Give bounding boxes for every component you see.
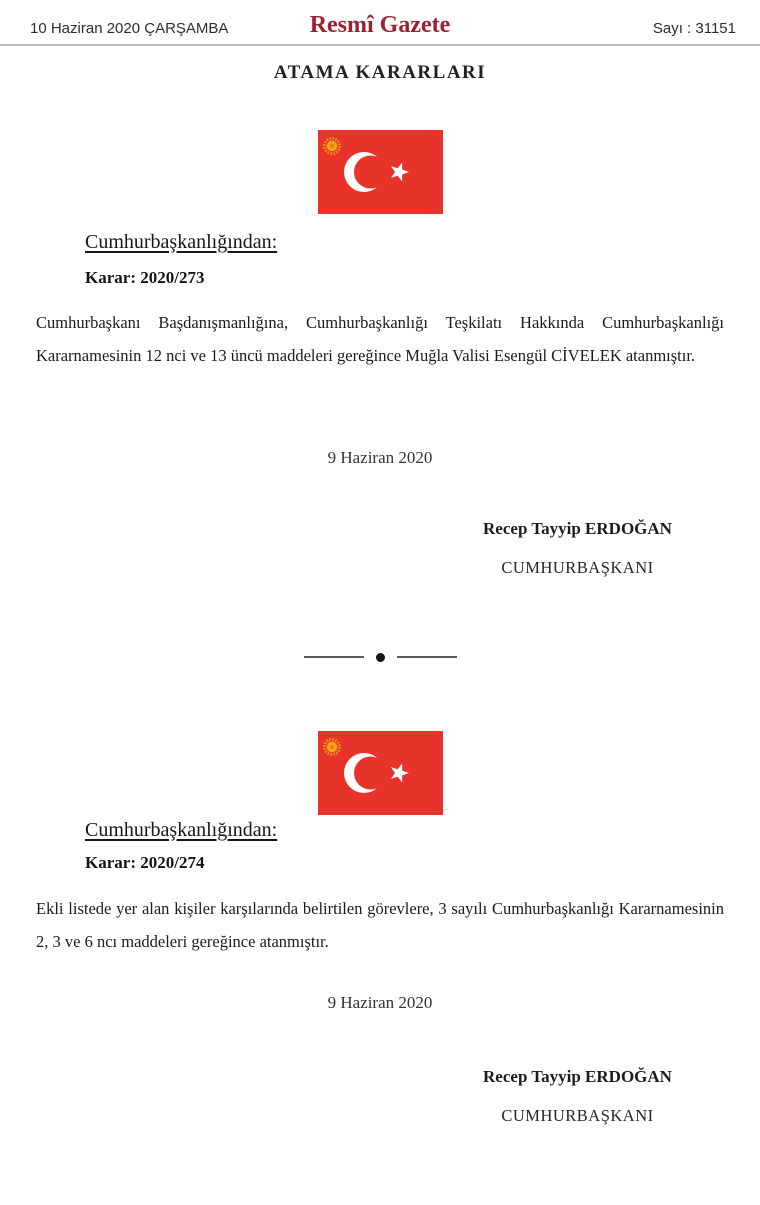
- page-title: ATAMA KARARLARI: [273, 62, 487, 83]
- masthead-issue-number: Sayı : 31151: [652, 20, 736, 37]
- decree-1-signature-block: [420, 519, 735, 578]
- divider-right-rule: [397, 656, 457, 658]
- turkish-flag-icon: [318, 130, 443, 214]
- decree-2-signer-name: Recep Tayyip ERDOĞAN: [483, 1067, 672, 1086]
- masthead: [0, 0, 760, 46]
- masthead-title: Resmî Gazete: [309, 12, 451, 38]
- decree-2-body-text: Ekli listede yer alan kişiler karşılarında belirtilen görevlere, 3 sayılı Cumhurbaşkanlığı Kararnamesinin 2, 3 ve 6 ncı maddeleri gereğince atanmıştır.: [36, 899, 724, 951]
- section-divider: [0, 648, 760, 666]
- decree-1-body-text: Cumhurbaşkanı Başdanışmanlığına, Cumhurbaşkanlığı Teşkilatı Hakkında Cumhurbaşkanlığı Kararnamesinin 12 nci ve 13 üncü maddeleri gereğince Muğla Valisi Esengül CİVELEK atanmıştır.: [36, 313, 724, 365]
- decree-2-authority-heading: Cumhurbaşkanlığından:: [85, 819, 278, 841]
- decree-2-date: 9 Haziran 2020: [327, 993, 433, 1012]
- divider-left-rule: [304, 656, 364, 658]
- divider-bullet-icon: [376, 653, 385, 662]
- decree-2-decision-number: Karar: 2020/274: [85, 853, 205, 872]
- turkish-flag-icon: [318, 731, 443, 815]
- decree-1-signer-title: CUMHURBAŞKANI: [501, 558, 654, 577]
- decree-1-authority-heading: Cumhurbaşkanlığından:: [85, 231, 278, 253]
- decree-1-decision-number: Karar: 2020/273: [85, 268, 205, 287]
- decree-2-signature-block: [420, 1067, 735, 1126]
- decree-1-date: 9 Haziran 2020: [327, 448, 433, 467]
- decree-1-signer-name: Recep Tayyip ERDOĞAN: [483, 519, 672, 538]
- decree-2-signer-title: CUMHURBAŞKANI: [501, 1106, 654, 1125]
- masthead-date: 10 Haziran 2020 ÇARŞAMBA: [30, 20, 229, 37]
